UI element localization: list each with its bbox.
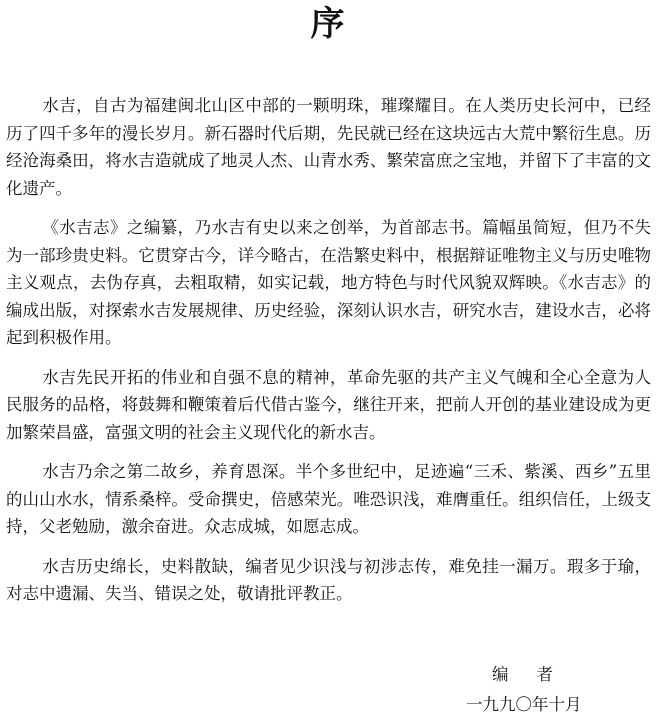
paragraph-4: 水吉乃余之第二故乡，养育恩深。半个多世纪中，足迹遍“三禾、紫溪、西乡”五里的山山水水，情系桑梓。受命撰史，倍感荣光。唯恐识浅，难膺重任。组织信任，上级支持，父老勉励，激余奋进。众志成城，如愿志成。: [6, 462, 651, 536]
preface-body: [6, 92, 651, 620]
paragraph-2: 《水吉志》之编纂，乃水吉有史以来之创举，为首部志书。篇幅虽简短，但乃不失为一部珍贵史料。它贯穿古今，详今略古，在浩繁史料中，根据辩证唯物主义与历史唯物主义观点，去伪存真，去粗取精，如实记载，地方特色与时代风貌双辉映。《水吉志》的编成出版，对探索水吉发展规律、历史经验，深刻认识水吉，研究水吉，建设水吉，必将起到积极作用。: [6, 218, 651, 347]
paragraph-5: 水吉历史绵长，史料散缺，编者见少识浅与初涉志传，难免挂一漏万。瑕多于瑜，对志中遗漏、失当、错误之处，敬请批评教正。: [6, 556, 651, 603]
signature-editor: 编者: [492, 665, 581, 684]
signature-date: 一九九〇年十月: [466, 695, 582, 714]
paragraph-3: 水吉先民开拓的伟业和自强不息的精神，革命先驱的共产主义气魄和全心全意为人民服务的品格，将鼓舞和鞭策着后代借古鉴今，继往开来，把前人开创的基业建设成为更加繁荣昌盛，富强文明的社会主义现代化的新水吉。: [6, 367, 651, 442]
paragraph-1: 水吉，自古为福建闽北山区中部的一颗明珠，璀璨耀目。在人类历史长河中，已经历了四千多年的漫长岁月。新石器时代后期，先民就已经在这块远古大荒中繁衍生息。历经沧海桑田，将水吉造就成了地灵人杰、山青水秀、繁荣富庶之宝地，并留下了丰富的文化遗产。: [6, 96, 651, 198]
page-title: 序: [310, 4, 347, 44]
